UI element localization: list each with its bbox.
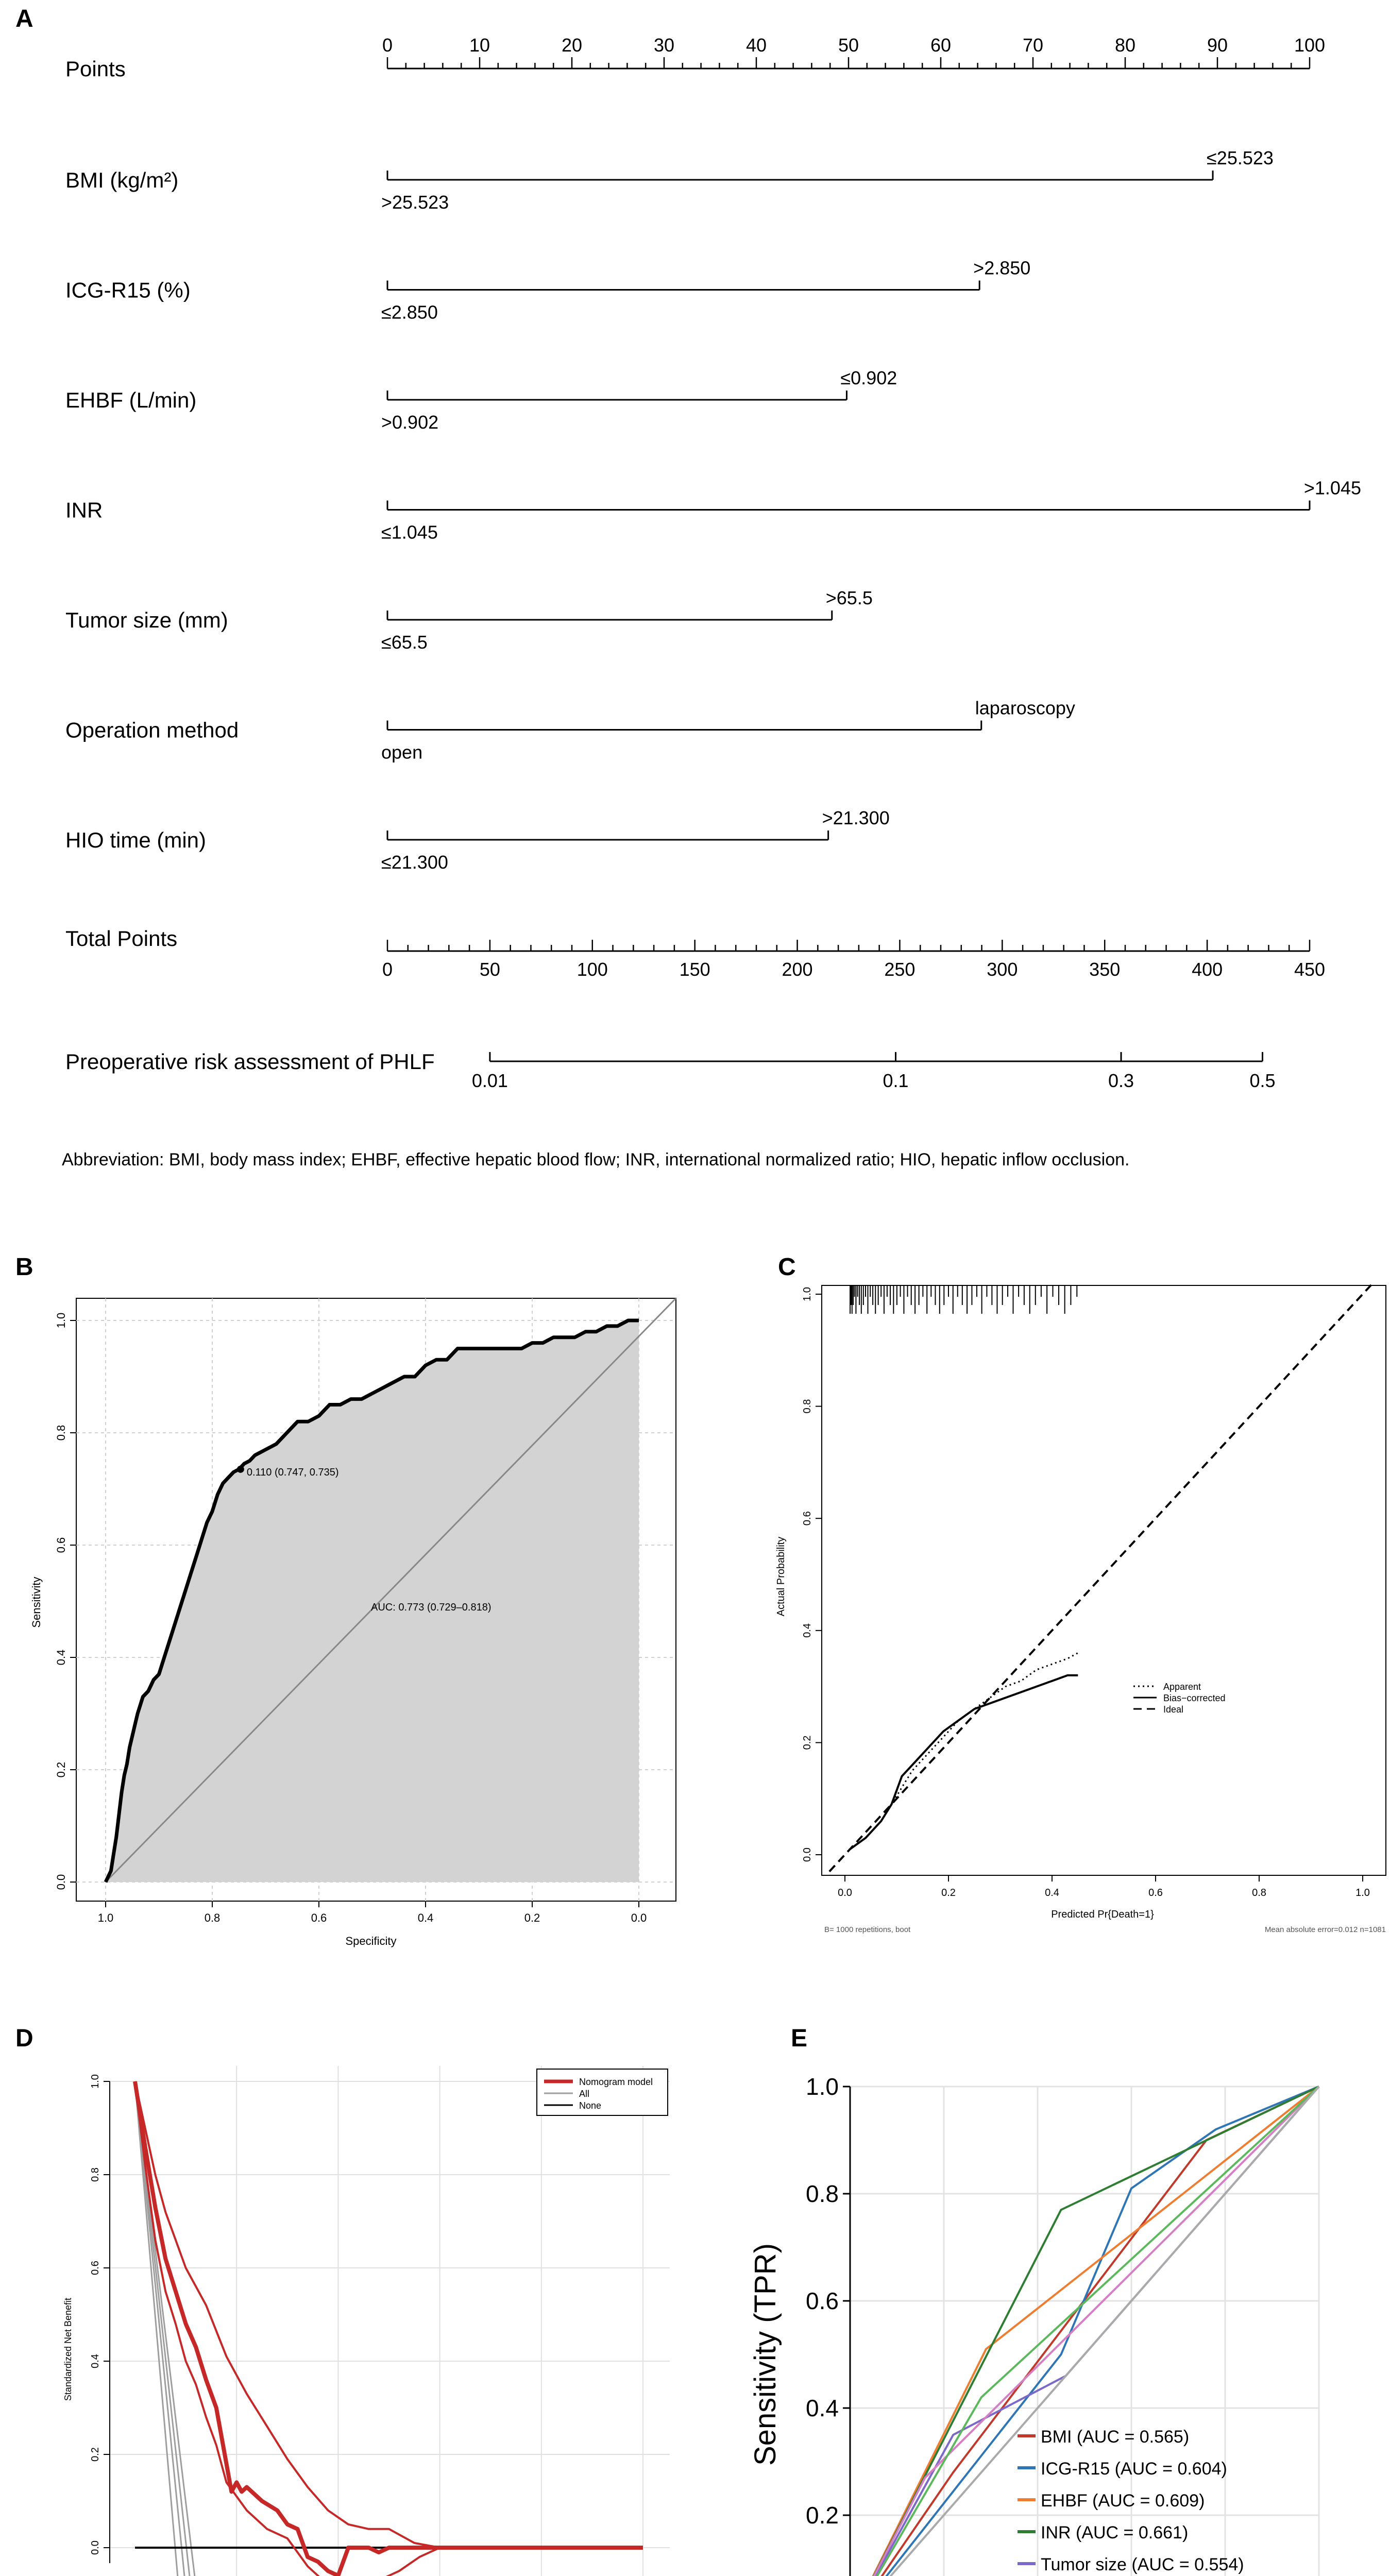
risk-axis-label: Preoperative risk assessment of PHLF (65, 1049, 435, 1074)
x-tick-label: 0.8 (1252, 1887, 1266, 1899)
x-tick-label: 0.8 (204, 1911, 221, 1924)
abbreviation-note: Abbreviation: BMI, body mass index; EHBF, effective hepatic blood flow; INR, international normalized ratio; HIO, hepatic inflow occlusion. (62, 1150, 1130, 1170)
y-tick-label: 1.0 (806, 2073, 839, 2100)
y-axis-label: Sensitivity (30, 1577, 43, 1628)
y-axis-label: Standardized Net Benefit (63, 2297, 73, 2401)
y-tick-label: 0.4 (802, 1623, 813, 1638)
points-tick-label: 10 (469, 35, 490, 56)
panel-letter-b: B (15, 1253, 33, 1281)
y-tick-label: 0.2 (806, 2502, 839, 2529)
x-tick-label: 0.2 (941, 1887, 956, 1899)
x-tick-label: 0.4 (1045, 1887, 1059, 1899)
footnote-left: B= 1000 repetitions, boot (824, 1925, 911, 1934)
y-tick-label: 0.2 (90, 2447, 101, 2462)
x-axis-label: Predicted Pr{Death=1} (1051, 1909, 1154, 1920)
y-tick-label: 1.0 (55, 1312, 67, 1329)
total-points-tick-label: 400 (1192, 959, 1223, 980)
variable-top-label: >2.850 (973, 257, 1031, 279)
variable-bottom-label: ≤1.045 (381, 521, 438, 543)
total-points-tick-label: 350 (1089, 959, 1121, 980)
legend-label: BMI (AUC = 0.565) (1041, 2427, 1190, 2447)
x-tick-label: 0.4 (417, 1911, 434, 1924)
x-tick-label: 0.2 (524, 1911, 540, 1924)
points-tick-label: 30 (653, 35, 675, 56)
risk-tick-label: 0.3 (1108, 1070, 1134, 1091)
legend-label: Tumor size (AUC = 0.554) (1041, 2555, 1244, 2574)
variable-top-label: ≤0.902 (840, 367, 897, 388)
legend-label: Nomogram model (579, 2077, 653, 2087)
calibration-panel (775, 1253, 1386, 1934)
legend-label: Bias−corrected (1163, 1693, 1226, 1703)
y-tick-label: 0.8 (55, 1425, 67, 1441)
panel-letter-e: E (791, 2025, 808, 2052)
y-tick-label: 0.4 (55, 1649, 67, 1666)
variable-bottom-label: ≤65.5 (381, 632, 428, 653)
total-points-tick-label: 150 (679, 959, 710, 980)
variable-bottom-label: >25.523 (381, 192, 449, 213)
legend-label: Ideal (1163, 1704, 1184, 1715)
y-axis-label: Sensitivity (TPR) (749, 2243, 782, 2466)
legend-label: None (579, 2100, 602, 2111)
variable-name: INR (65, 498, 103, 522)
points-tick-label: 70 (1022, 35, 1044, 56)
threshold-point (237, 1466, 244, 1473)
points-tick-label: 100 (1294, 35, 1326, 56)
variable-bottom-label: ≤2.850 (381, 301, 438, 323)
y-tick-label: 0.6 (806, 2287, 839, 2314)
x-tick-label: 0.6 (1148, 1887, 1163, 1899)
y-tick-label: 0.8 (806, 2180, 839, 2207)
points-tick-label: 50 (838, 35, 859, 56)
y-tick-label: 0.8 (90, 2167, 101, 2182)
points-tick-label: 90 (1207, 35, 1228, 56)
y-tick-label: 0.0 (802, 1848, 813, 1862)
legend-label: ICG-R15 (AUC = 0.604) (1041, 2459, 1227, 2479)
y-tick-label: 0.4 (90, 2354, 101, 2368)
variable-name: EHBF (L/min) (65, 388, 197, 412)
points-axis-label: Points (65, 57, 126, 81)
x-tick-label: 1.0 (1355, 1887, 1370, 1899)
variable-top-label: laparoscopy (975, 697, 1075, 719)
y-tick-label: 0.8 (802, 1399, 813, 1414)
x-tick-label: 1.0 (97, 1911, 114, 1924)
y-tick-label: 0.0 (90, 2540, 101, 2555)
threshold-annotation: 0.110 (0.747, 0.735) (246, 1466, 339, 1478)
panel-letter-d: D (15, 2025, 33, 2052)
variable-bottom-label: ≤21.300 (381, 852, 448, 873)
risk-tick-label: 0.5 (1249, 1070, 1276, 1091)
variable-name: ICG-R15 (%) (65, 278, 191, 302)
variable-top-label: >1.045 (1303, 477, 1361, 499)
total-points-tick-label: 50 (479, 959, 500, 980)
total-points-tick-label: 100 (577, 959, 608, 980)
variable-name: Operation method (65, 718, 239, 742)
y-tick-label: 0.0 (55, 1874, 67, 1890)
y-tick-label: 0.2 (802, 1735, 813, 1750)
y-tick-label: 1.0 (90, 2074, 101, 2089)
legend-label: INR (AUC = 0.661) (1041, 2523, 1189, 2543)
panel-letter-c: C (778, 1253, 796, 1281)
variable-bottom-label: >0.902 (381, 412, 439, 433)
x-axis-label: Specificity (345, 1935, 397, 1947)
legend-box (537, 2069, 668, 2115)
y-tick-label: 0.6 (55, 1537, 67, 1553)
legend-label: EHBF (AUC = 0.609) (1041, 2491, 1205, 2511)
auc-annotation: AUC: 0.773 (0.729–0.818) (371, 1602, 491, 1613)
calibration-plot (775, 1283, 1386, 1934)
legend-label: All (579, 2089, 590, 2099)
roc-plot (30, 1298, 676, 1947)
x-tick-label: 0.0 (631, 1911, 647, 1924)
risk-tick-label: 0.1 (883, 1070, 909, 1091)
y-tick-label: 0.4 (806, 2395, 839, 2421)
variable-top-label: ≤25.523 (1207, 147, 1274, 168)
y-tick-label: 0.6 (802, 1511, 813, 1526)
total-points-tick-label: 450 (1294, 959, 1326, 980)
variable-top-label: >21.300 (822, 807, 890, 828)
y-tick-label: 0.6 (90, 2261, 101, 2275)
y-tick-label: 1.0 (802, 1287, 813, 1301)
points-tick-label: 60 (930, 35, 952, 56)
points-tick-label: 20 (561, 35, 583, 56)
risk-tick-label: 0.01 (471, 1070, 508, 1091)
points-tick-label: 40 (745, 35, 767, 56)
points-tick-label: 0 (382, 35, 393, 56)
roc-curve-panel (15, 1253, 676, 1947)
variable-name: HIO time (min) (65, 828, 206, 852)
y-axis-label: Actual Probability (775, 1536, 787, 1617)
points-tick-label: 80 (1114, 35, 1136, 56)
x-tick-label: 0.6 (311, 1911, 327, 1924)
legend-label: Apparent (1163, 1682, 1201, 1692)
total-points-tick-label: 300 (987, 959, 1018, 980)
total-points-label: Total Points (65, 926, 178, 951)
variable-top-label: >65.5 (825, 587, 873, 608)
footnote-right: Mean absolute error=0.012 n=1081 (1264, 1925, 1386, 1934)
variable-name: BMI (kg/m²) (65, 168, 179, 192)
variable-bottom-label: open (381, 741, 423, 763)
x-tick-label: 0.0 (838, 1887, 852, 1899)
y-tick-label: 0.2 (55, 1761, 67, 1778)
total-points-tick-label: 200 (782, 959, 813, 980)
panel-letter-a: A (15, 5, 33, 32)
total-points-tick-label: 250 (884, 959, 916, 980)
total-points-tick-label: 0 (382, 959, 393, 980)
variable-name: Tumor size (mm) (65, 608, 228, 632)
